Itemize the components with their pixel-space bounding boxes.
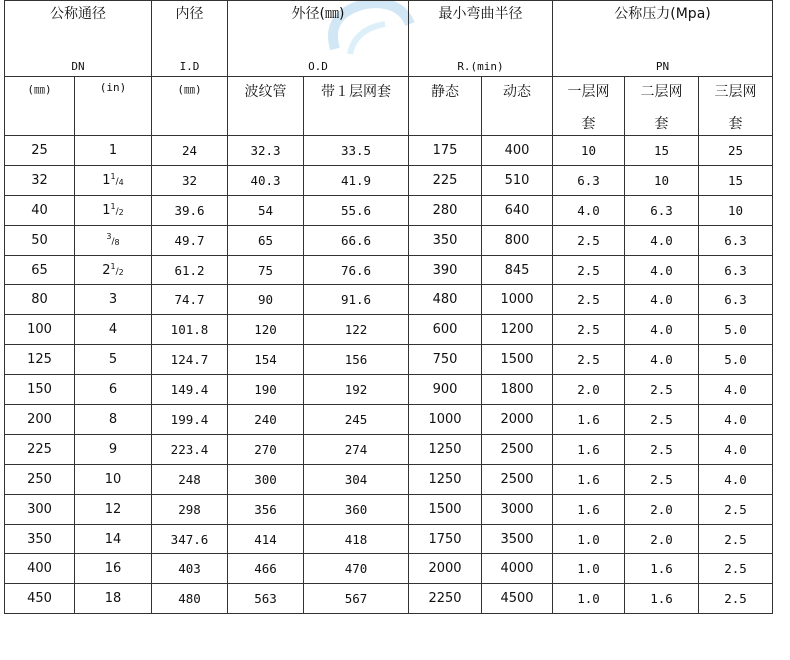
p-two-cell: 10 bbox=[625, 165, 699, 195]
od-braid-cell: 41.9 bbox=[304, 165, 409, 195]
r-dynamic-cell: 2500 bbox=[482, 464, 553, 494]
table-row bbox=[5, 434, 773, 464]
dn-cell: 100 bbox=[5, 315, 75, 345]
sub-dn-mm-label: (㎜) bbox=[27, 83, 52, 96]
p-one-cell: 1.0 bbox=[553, 584, 625, 614]
r-static-cell: 350 bbox=[409, 225, 482, 255]
r-static-cell: 1750 bbox=[409, 524, 482, 554]
p-two-cell: 6.3 bbox=[625, 195, 699, 225]
od-corrugated-cell: 90 bbox=[228, 285, 304, 315]
r-dynamic-cell: 800 bbox=[482, 225, 553, 255]
r-dynamic-cell: 400 bbox=[482, 136, 553, 166]
od-corrugated-cell: 563 bbox=[228, 584, 304, 614]
p-two-cell: 2.0 bbox=[625, 494, 699, 524]
header-pressure-symbol: PN bbox=[655, 60, 670, 73]
p-one-cell: 10 bbox=[553, 136, 625, 166]
inch-cell bbox=[75, 434, 152, 464]
sub-od-corrugated bbox=[228, 77, 304, 136]
od-corrugated-cell: 154 bbox=[228, 345, 304, 375]
sub-id-mm-label: (㎜) bbox=[177, 83, 202, 96]
sub-r-dynamic-label: 动态 bbox=[503, 84, 531, 100]
od-braid-cell: 192 bbox=[304, 375, 409, 405]
inch-whole: 1 bbox=[108, 142, 118, 158]
od-braid-cell: 76.6 bbox=[304, 255, 409, 285]
od-braid-cell: 360 bbox=[304, 494, 409, 524]
od-braid-cell: 418 bbox=[304, 524, 409, 554]
dn-cell: 350 bbox=[5, 524, 75, 554]
inch-whole: 14 bbox=[104, 531, 122, 547]
p-one-cell: 2.5 bbox=[553, 225, 625, 255]
inch-cell: $1^1/_4$ bbox=[75, 165, 152, 195]
id-cell: 298 bbox=[152, 494, 228, 524]
od-corrugated-cell: 54 bbox=[228, 195, 304, 225]
id-cell: 347.6 bbox=[152, 524, 228, 554]
header-od bbox=[228, 1, 409, 77]
p-one-cell: 1.6 bbox=[553, 494, 625, 524]
p-three-cell: 6.3 bbox=[699, 225, 773, 255]
table-row bbox=[5, 165, 773, 195]
header-od-symbol: O.D bbox=[308, 60, 328, 73]
table-row bbox=[5, 285, 773, 315]
od-braid-cell: 156 bbox=[304, 345, 409, 375]
id-cell: 199.4 bbox=[152, 405, 228, 435]
p-one-cell: 1.0 bbox=[553, 554, 625, 584]
p-two-cell: 4.0 bbox=[625, 345, 699, 375]
r-static-cell: 750 bbox=[409, 345, 482, 375]
p-one-cell: 2.0 bbox=[553, 375, 625, 405]
header-dn-symbol: DN bbox=[71, 60, 85, 73]
inch-cell bbox=[75, 405, 152, 435]
header-od-title: 外径(㎜) bbox=[291, 6, 345, 22]
od-braid-cell: 91.6 bbox=[304, 285, 409, 315]
od-corrugated-cell: 466 bbox=[228, 554, 304, 584]
sub-r-dynamic bbox=[482, 77, 553, 136]
sub-p-one-line1: 一层网 bbox=[567, 84, 610, 100]
p-two-cell: 1.6 bbox=[625, 554, 699, 584]
p-three-cell: 15 bbox=[699, 165, 773, 195]
od-braid-cell: 304 bbox=[304, 464, 409, 494]
dn-cell: 40 bbox=[5, 195, 75, 225]
dn-cell: 200 bbox=[5, 405, 75, 435]
p-three-cell: 2.5 bbox=[699, 554, 773, 584]
od-corrugated-cell: 414 bbox=[228, 524, 304, 554]
id-cell: 480 bbox=[152, 584, 228, 614]
od-corrugated-cell: 32.3 bbox=[228, 136, 304, 166]
p-two-cell: 2.5 bbox=[625, 434, 699, 464]
header-radius bbox=[409, 1, 553, 77]
r-static-cell: 1000 bbox=[409, 405, 482, 435]
inch-whole: 4 bbox=[108, 322, 118, 338]
id-cell: 403 bbox=[152, 554, 228, 584]
table-row bbox=[5, 405, 773, 435]
inch-cell bbox=[75, 375, 152, 405]
inch-cell: $2^1/_2$ bbox=[75, 255, 152, 285]
sub-p-three-line2: 套 bbox=[728, 116, 743, 132]
p-one-cell: 6.3 bbox=[553, 165, 625, 195]
r-static-cell: 175 bbox=[409, 136, 482, 166]
inch-fraction-numerator: 3 bbox=[106, 232, 112, 242]
p-two-cell: 4.0 bbox=[625, 315, 699, 345]
inch-whole: 3 bbox=[108, 292, 118, 308]
dn-cell: 300 bbox=[5, 494, 75, 524]
p-two-cell: 4.0 bbox=[625, 255, 699, 285]
sub-p-one bbox=[553, 77, 625, 136]
sub-od-braid-label: 带１层网套 bbox=[321, 84, 391, 100]
p-two-cell: 2.0 bbox=[625, 524, 699, 554]
inch-fraction-denominator: 2 bbox=[118, 268, 124, 277]
r-dynamic-cell: 1200 bbox=[482, 315, 553, 345]
header-id-title: 内径 bbox=[175, 6, 204, 22]
header-id bbox=[152, 1, 228, 77]
table-row bbox=[5, 584, 773, 614]
id-cell: 248 bbox=[152, 464, 228, 494]
sub-r-static bbox=[409, 77, 482, 136]
p-three-cell: 2.5 bbox=[699, 494, 773, 524]
od-corrugated-cell: 356 bbox=[228, 494, 304, 524]
id-cell: 32 bbox=[152, 165, 228, 195]
sub-p-two-line2: 套 bbox=[654, 116, 669, 132]
inch-fraction-numerator: 1 bbox=[110, 202, 116, 212]
inch-cell: $1^1/_2$ bbox=[75, 195, 152, 225]
r-dynamic-cell: 4000 bbox=[482, 554, 553, 584]
r-static-cell: 480 bbox=[409, 285, 482, 315]
sub-p-two bbox=[625, 77, 699, 136]
table-row bbox=[5, 375, 773, 405]
inch-fraction-numerator: 1 bbox=[110, 262, 116, 271]
header-radius-symbol: R.(min) bbox=[457, 60, 504, 73]
r-dynamic-cell: 1800 bbox=[482, 375, 553, 405]
inch-whole: 12 bbox=[104, 501, 122, 517]
sub-p-two-line1: 二层网 bbox=[640, 84, 683, 100]
p-three-cell: 2.5 bbox=[699, 524, 773, 554]
id-cell: 24 bbox=[152, 136, 228, 166]
inch-cell bbox=[75, 584, 152, 614]
od-braid-cell: 245 bbox=[304, 405, 409, 435]
inch-cell bbox=[75, 315, 152, 345]
id-cell: 223.4 bbox=[152, 434, 228, 464]
inch-fraction-denominator: 8 bbox=[114, 238, 120, 248]
r-static-cell: 1250 bbox=[409, 464, 482, 494]
inch-whole: 6 bbox=[108, 382, 118, 398]
inch-cell bbox=[75, 345, 152, 375]
od-braid-cell: 122 bbox=[304, 315, 409, 345]
r-dynamic-cell: 1000 bbox=[482, 285, 553, 315]
r-dynamic-cell: 640 bbox=[482, 195, 553, 225]
id-cell: 61.2 bbox=[152, 255, 228, 285]
od-braid-cell: 55.6 bbox=[304, 195, 409, 225]
id-cell: 124.7 bbox=[152, 345, 228, 375]
p-two-cell: 1.6 bbox=[625, 584, 699, 614]
p-three-cell: 6.3 bbox=[699, 255, 773, 285]
p-three-cell: 4.0 bbox=[699, 464, 773, 494]
p-three-cell: 4.0 bbox=[699, 405, 773, 435]
od-braid-cell: 274 bbox=[304, 434, 409, 464]
dn-cell: 250 bbox=[5, 464, 75, 494]
p-three-cell: 5.0 bbox=[699, 315, 773, 345]
p-three-cell: 5.0 bbox=[699, 345, 773, 375]
header-row-2 bbox=[5, 77, 773, 136]
table-body bbox=[5, 136, 773, 614]
od-braid-cell: 470 bbox=[304, 554, 409, 584]
p-two-cell: 15 bbox=[625, 136, 699, 166]
p-one-cell: 4.0 bbox=[553, 195, 625, 225]
p-one-cell: 2.5 bbox=[553, 315, 625, 345]
inch-whole: 1 bbox=[102, 203, 111, 219]
inch-cell bbox=[75, 464, 152, 494]
inch-whole: 5 bbox=[108, 352, 118, 368]
header-row-1 bbox=[5, 1, 773, 77]
dn-cell: 65 bbox=[5, 255, 75, 285]
inch-whole: 16 bbox=[104, 561, 122, 577]
dn-cell: 150 bbox=[5, 375, 75, 405]
dn-cell: 80 bbox=[5, 285, 75, 315]
r-static-cell: 2250 bbox=[409, 584, 482, 614]
table-row bbox=[5, 464, 773, 494]
r-dynamic-cell: 3000 bbox=[482, 494, 553, 524]
p-two-cell: 2.5 bbox=[625, 405, 699, 435]
od-corrugated-cell: 240 bbox=[228, 405, 304, 435]
inch-whole: 2 bbox=[102, 263, 111, 278]
od-corrugated-cell: 270 bbox=[228, 434, 304, 464]
p-one-cell: 1.6 bbox=[553, 405, 625, 435]
inch-whole: 1 bbox=[102, 173, 111, 189]
id-cell: 49.7 bbox=[152, 225, 228, 255]
inch-fraction-denominator: 4 bbox=[118, 178, 124, 188]
id-cell: 74.7 bbox=[152, 285, 228, 315]
od-braid-cell: 66.6 bbox=[304, 225, 409, 255]
inch-whole: 10 bbox=[104, 471, 122, 487]
p-three-cell: 10 bbox=[699, 195, 773, 225]
p-two-cell: 4.0 bbox=[625, 285, 699, 315]
sub-dn-in-label: (in) bbox=[99, 81, 127, 94]
inch-cell: $^3/_8$ bbox=[75, 225, 152, 255]
dn-cell: 400 bbox=[5, 554, 75, 584]
sub-od-corrugated-label: 波纹管 bbox=[244, 84, 287, 100]
table-row bbox=[5, 225, 773, 255]
r-static-cell: 600 bbox=[409, 315, 482, 345]
header-pressure-title: 公称压力(Mpa) bbox=[614, 6, 711, 22]
od-corrugated-cell: 40.3 bbox=[228, 165, 304, 195]
table-row bbox=[5, 315, 773, 345]
header-dn bbox=[5, 1, 152, 77]
od-braid-cell: 33.5 bbox=[304, 136, 409, 166]
dn-cell: 225 bbox=[5, 434, 75, 464]
r-dynamic-cell: 2000 bbox=[482, 405, 553, 435]
p-one-cell: 1.0 bbox=[553, 524, 625, 554]
inch-whole: 18 bbox=[104, 591, 122, 607]
p-one-cell: 1.6 bbox=[553, 464, 625, 494]
r-dynamic-cell: 2500 bbox=[482, 434, 553, 464]
r-static-cell: 1500 bbox=[409, 494, 482, 524]
r-dynamic-cell: 3500 bbox=[482, 524, 553, 554]
p-three-cell: 25 bbox=[699, 136, 773, 166]
r-dynamic-cell: 510 bbox=[482, 165, 553, 195]
table-row bbox=[5, 255, 773, 285]
r-static-cell: 900 bbox=[409, 375, 482, 405]
sub-p-three-line1: 三层网 bbox=[714, 84, 757, 100]
inch-cell bbox=[75, 285, 152, 315]
p-three-cell: 4.0 bbox=[699, 375, 773, 405]
od-corrugated-cell: 190 bbox=[228, 375, 304, 405]
od-corrugated-cell: 300 bbox=[228, 464, 304, 494]
dn-cell: 32 bbox=[5, 165, 75, 195]
dn-cell: 50 bbox=[5, 225, 75, 255]
p-one-cell: 2.5 bbox=[553, 255, 625, 285]
id-cell: 149.4 bbox=[152, 375, 228, 405]
p-two-cell: 2.5 bbox=[625, 375, 699, 405]
header-id-symbol: I.D bbox=[179, 60, 200, 73]
header-dn-title: 公称通径 bbox=[50, 6, 106, 22]
sub-dn-in bbox=[75, 77, 152, 136]
sub-p-three bbox=[699, 77, 773, 136]
p-one-cell: 2.5 bbox=[553, 285, 625, 315]
inch-fraction-numerator: 1 bbox=[110, 172, 116, 182]
inch-fraction-denominator: 2 bbox=[118, 208, 124, 218]
r-dynamic-cell: 845 bbox=[482, 255, 553, 285]
table-row bbox=[5, 554, 773, 584]
inch-whole: 8 bbox=[108, 411, 118, 427]
od-corrugated-cell: 75 bbox=[228, 255, 304, 285]
inch-whole: 9 bbox=[108, 441, 118, 457]
hose-spec-table bbox=[4, 0, 773, 614]
od-corrugated-cell: 120 bbox=[228, 315, 304, 345]
p-three-cell: 6.3 bbox=[699, 285, 773, 315]
sub-r-static-label: 静态 bbox=[431, 84, 459, 100]
dn-cell: 450 bbox=[5, 584, 75, 614]
table-row bbox=[5, 195, 773, 225]
inch-cell bbox=[75, 494, 152, 524]
p-three-cell: 2.5 bbox=[699, 584, 773, 614]
id-cell: 101.8 bbox=[152, 315, 228, 345]
p-one-cell: 1.6 bbox=[553, 434, 625, 464]
sub-dn-mm bbox=[5, 77, 75, 136]
r-static-cell: 2000 bbox=[409, 554, 482, 584]
p-one-cell: 2.5 bbox=[553, 345, 625, 375]
od-braid-cell: 567 bbox=[304, 584, 409, 614]
r-static-cell: 280 bbox=[409, 195, 482, 225]
id-cell: 39.6 bbox=[152, 195, 228, 225]
r-dynamic-cell: 4500 bbox=[482, 584, 553, 614]
p-two-cell: 2.5 bbox=[625, 464, 699, 494]
inch-cell bbox=[75, 524, 152, 554]
r-dynamic-cell: 1500 bbox=[482, 345, 553, 375]
r-static-cell: 225 bbox=[409, 165, 482, 195]
table-row bbox=[5, 345, 773, 375]
p-three-cell: 4.0 bbox=[699, 434, 773, 464]
table-row bbox=[5, 524, 773, 554]
header-pressure bbox=[553, 1, 773, 77]
od-corrugated-cell: 65 bbox=[228, 225, 304, 255]
table-row bbox=[5, 494, 773, 524]
dn-cell: 125 bbox=[5, 345, 75, 375]
inch-cell bbox=[75, 554, 152, 584]
r-static-cell: 390 bbox=[409, 255, 482, 285]
sub-p-one-line2: 套 bbox=[581, 116, 596, 132]
sub-id-mm bbox=[152, 77, 228, 136]
sub-od-braid bbox=[304, 77, 409, 136]
p-two-cell: 4.0 bbox=[625, 225, 699, 255]
header-radius-title: 最小弯曲半径 bbox=[438, 6, 523, 22]
inch-cell bbox=[75, 136, 152, 166]
r-static-cell: 1250 bbox=[409, 434, 482, 464]
table-row bbox=[5, 136, 773, 166]
dn-cell: 25 bbox=[5, 136, 75, 166]
